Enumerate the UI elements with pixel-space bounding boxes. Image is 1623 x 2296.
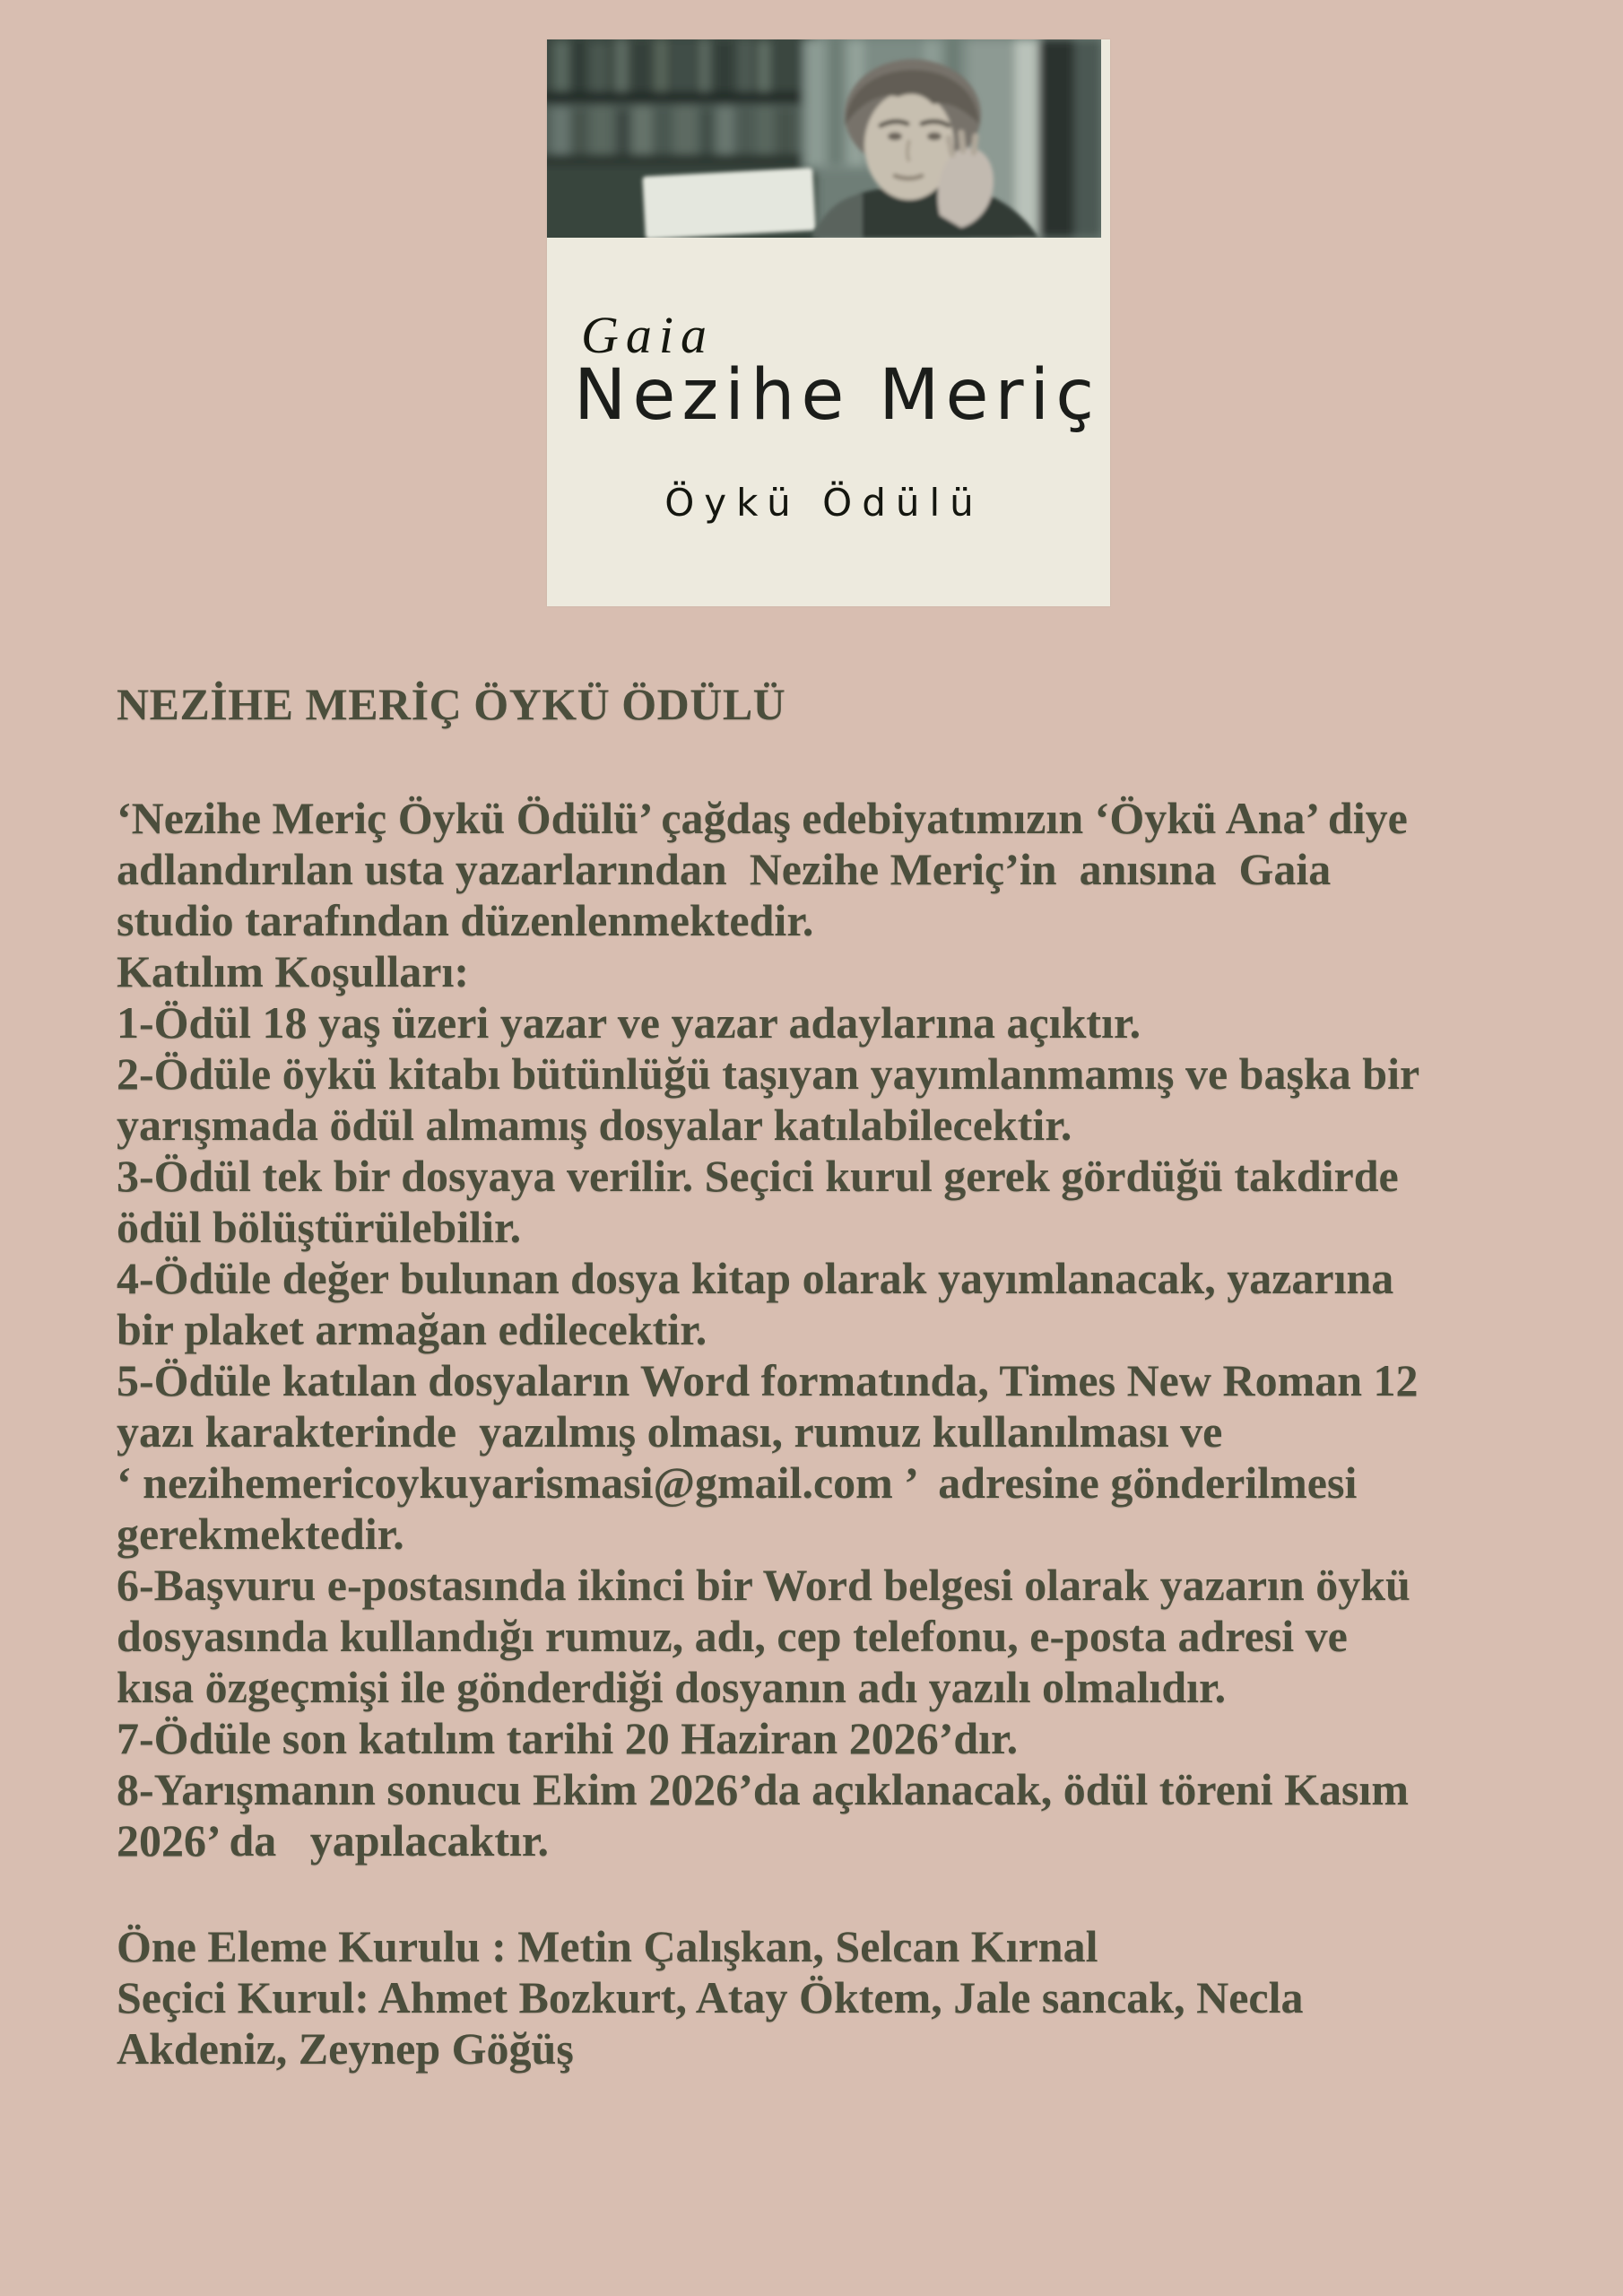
text-line: 7-Ödüle son katılım tarihi 20 Haziran 2026’dır. [117, 1713, 1019, 1763]
text-line: Seçici Kurul: Ahmet Bozkurt, Atay Öktem, Jale sancak, Necla [117, 1972, 1304, 2022]
text-line: yarışmada ödül almamış dosyalar katılabilecektir. [117, 1100, 1072, 1150]
text-line: 2-Ödüle öykü kitabı bütünlüğü taşıyan yayımlanmamış ve başka bir [117, 1048, 1420, 1099]
text-line: gerekmektedir. [117, 1509, 404, 1559]
logo-title: Nezihe Meriç [574, 355, 1101, 436]
white-books-stack [642, 168, 815, 238]
text-line: ‘ nezihemericoykuyarismasi@gmail.com ’ adresine gönderilmesi [117, 1457, 1358, 1508]
text-line: yazı karakterinde yazılmış olması, rumuz kullanılması ve [117, 1406, 1223, 1457]
text-line: ödül bölüştürülebilir. [117, 1202, 522, 1252]
text-line: 3-Ödül tek bir dosyaya verilir. Seçici kurul gerek gördüğü takdirde [117, 1151, 1399, 1201]
text-line: 4-Ödüle değer bulunan dosya kitap olarak yayımlanacak, yazarına [117, 1253, 1394, 1303]
text-line: 8-Yarışmanın sonucu Ekim 2026’da açıklanacak, ödül töreni Kasım [117, 1764, 1409, 1814]
text-line: bir plaket armağan edilecektir. [117, 1304, 707, 1354]
text-line: 2026’ da yapılacaktır. [117, 1815, 549, 1866]
text-line: Akdeniz, Zeynep Göğüş [117, 2023, 574, 2074]
gaia-logo-card [547, 39, 1110, 606]
jury-section [117, 1921, 1551, 2074]
text-line: adlandırılan usta yazarlarından Nezihe Meriç’in anısına Gaia [117, 844, 1332, 894]
text-line: 5-Ödüle katılan dosyaların Word formatında, Times New Roman 12 [117, 1355, 1419, 1405]
text-line: Öne Eleme Kurulu : Metin Çalışkan, Selcan Kırnal [117, 1921, 1098, 1971]
text-line: ‘Nezihe Meriç Öykü Ödülü’ çağdaş edebiyatımızın ‘Öykü Ana’ diye [117, 793, 1408, 843]
text-line: 6-Başvuru e-postasında ikinci bir Word belgesi olarak yazarın öykü [117, 1560, 1410, 1610]
nezihe-meric-portrait-photo [547, 39, 1101, 238]
announcement-body [117, 793, 1551, 1866]
text-line: studio tarafından düzenlenmektedir. [117, 895, 814, 945]
page-title: NEZİHE MERİÇ ÖYKÜ ÖDÜLÜ [117, 679, 786, 729]
text-line: dosyasında kullandığı rumuz, adı, cep telefonu, e-posta adresi ve [117, 1611, 1348, 1661]
text-line: Katılım Koşulları: [117, 946, 470, 996]
text-line: kısa özgeçmişi ile gönderdiği dosyanın adı yazılı olmalıdır. [117, 1662, 1227, 1712]
logo-subtitle: Öykü Ödülü [664, 481, 984, 525]
text-line: 1-Ödül 18 yaş üzeri yazar ve yazar adaylarına açıktır. [117, 997, 1141, 1048]
gaia-brand-text: Gaia [581, 306, 714, 364]
